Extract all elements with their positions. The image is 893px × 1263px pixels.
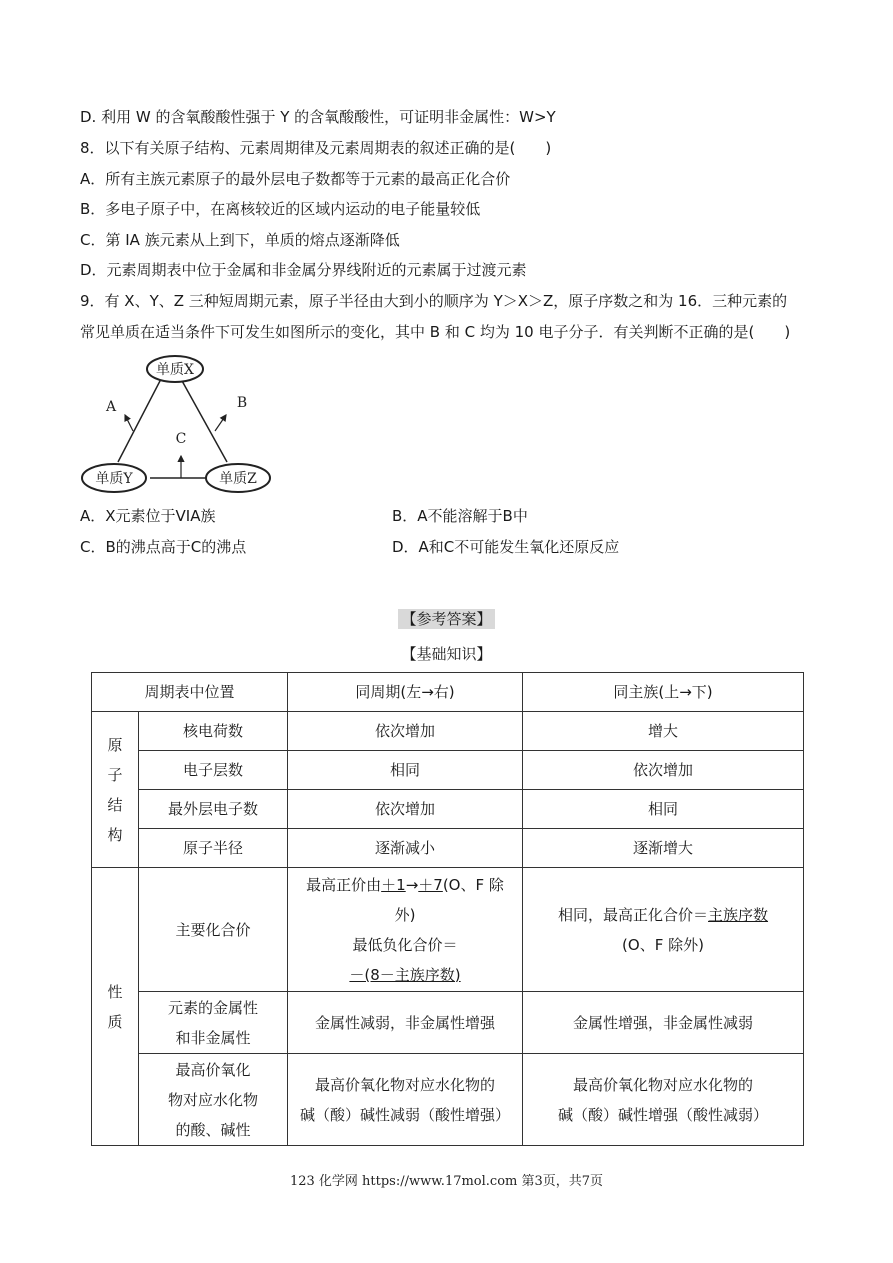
question-8-stem: 8．以下有关原子结构、元素周期律及元素周期表的叙述正确的是( ) (80, 139, 552, 157)
cell-period-metallicity: 金属性减弱，非金属性增强 (288, 992, 523, 1054)
cell-group-acidity: 最高价氧化物对应水化物的 碱（酸）碱性增强（酸性减弱） (523, 1054, 804, 1146)
cell-group: 逐渐增大 (523, 829, 804, 868)
label-c: C (175, 431, 187, 447)
row-label: 电子层数 (139, 751, 288, 790)
header-same-group: 同主族(上→下) (523, 673, 804, 712)
cell-group-valence: 相同，最高正化合价＝主族序数 (O、F 除外) (523, 868, 804, 992)
question-9-option-a: A．X元素位于VIA族 (80, 507, 216, 525)
node-z-label: 单质Z (219, 471, 257, 487)
cell-period: 相同 (288, 751, 523, 790)
cell-period-valence: 最高正价由＋1→＋7(O、F 除 外) 最低负化合价＝ －(8－主族序数) (288, 868, 523, 992)
node-x-label: 单质X (156, 362, 194, 378)
cell-period: 逐渐减小 (288, 829, 523, 868)
header-position: 周期表中位置 (92, 673, 288, 712)
question-9-stem-2: 常见单质在适当条件下可发生如图所示的变化，其中 B 和 C 均为 10 电子分子．有关判断不正确的是( ) (80, 323, 791, 341)
question-9-stem-1: 9．有 X、Y、Z 三种短周期元素，原子半径由大到小的顺序为 Y＞X＞Z，原子序数之和为 16．三种元素的 (80, 292, 788, 310)
question-8-option-d: D．元素周期表中位于金属和非金属分界线附近的元素属于过渡元素 (80, 261, 527, 279)
basic-knowledge-heading: 【基础知识】 (401, 645, 492, 663)
row-label: 原子半径 (139, 829, 288, 868)
reaction-diagram (80, 352, 280, 497)
cell-group-metallicity: 金属性增强，非金属性减弱 (523, 992, 804, 1054)
page-footer: 123 化学网 https://www.17mol.com 第3页，共7页 (289, 1174, 604, 1189)
cell-group: 依次增加 (523, 751, 804, 790)
question-8-option-c: C．第 IA 族元素从上到下，单质的熔点逐渐降低 (80, 231, 400, 249)
label-b: B (236, 395, 248, 411)
row-label-valence: 主要化合价 (139, 868, 288, 992)
question-8-option-b: B．多电子原子中，在离核较近的区域内运动的电子能量较低 (80, 200, 481, 218)
arrow-b (215, 415, 226, 431)
node-y-label: 单质Y (95, 471, 133, 487)
label-a: A (105, 399, 117, 415)
answer-heading-text: 【参考答案】 (398, 609, 494, 629)
header-same-period: 同周期(左→右) (288, 673, 523, 712)
periodic-law-table (91, 672, 804, 1146)
question-9-option-d: D．A和C不可能发生氧化还原反应 (392, 538, 620, 556)
question-9-option-b: B．A不能溶解于B中 (392, 507, 528, 525)
row-label: 核电荷数 (139, 712, 288, 751)
group-atomic-structure: 原 子 结 构 (92, 712, 139, 868)
cell-period: 依次增加 (288, 712, 523, 751)
cell-group: 增大 (523, 712, 804, 751)
cell-group: 相同 (523, 790, 804, 829)
cell-period: 依次增加 (288, 790, 523, 829)
question-9-option-c: C．B的沸点高于C的沸点 (80, 538, 247, 556)
answer-heading (0, 608, 893, 629)
arrow-a (125, 415, 133, 431)
question-line-1: D. 利用 W 的含氧酸酸性强于 Y 的含氧酸酸性，可证明非金属性：W>Y (80, 108, 556, 126)
cell-period-acidity: 最高价氧化物对应水化物的 碱（酸）碱性减弱（酸性增强） (288, 1054, 523, 1146)
row-label-acidity: 最高价氧化 物对应水化物 的酸、碱性 (139, 1054, 288, 1146)
question-8-option-a: A．所有主族元素原子的最外层电子数都等于元素的最高正化合价 (80, 170, 511, 188)
row-label-metallicity: 元素的金属性 和非金属性 (139, 992, 288, 1054)
row-label: 最外层电子数 (139, 790, 288, 829)
group-properties: 性 质 (92, 868, 139, 1146)
